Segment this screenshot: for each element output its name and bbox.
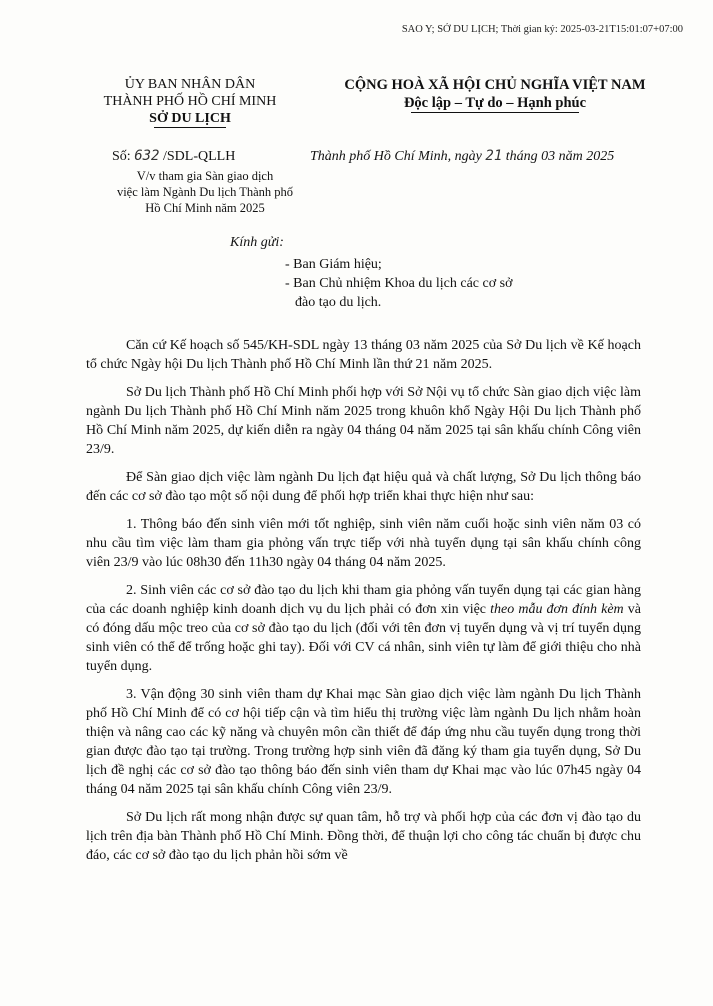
subject-line-1: V/v tham gia Sàn giao dịch <box>136 169 274 183</box>
national-motto: Độc lập – Tự do – Hạnh phúc <box>403 95 587 111</box>
issuer-department: SỞ DU LỊCH <box>149 111 231 126</box>
issuer-line-1: ỦY BAN NHÂN DÂN <box>124 77 256 92</box>
subject-line-3: Hồ Chí Minh năm 2025 <box>145 201 265 215</box>
item-2-part-b: và có đóng dấu mộc treo của cơ sở đào tạo du lịch (đối với tên đơn vị tuyển dụng và vị trí tuyển dụng sinh viên có thể để trống hoặc ghi tay). Đối với CV cá nhân, sinh viên tự làm để giới thiệu cho nhà tuyển dụng. <box>86 602 641 674</box>
digital-signature-stamp-line: SAO Y; SỞ DU LỊCH; Thời gian ký: 2025-03-21T15:01:07+07:00 <box>401 24 683 35</box>
issuer-line-2: THÀNH PHỐ HỒ CHÍ MINH <box>103 94 277 109</box>
paragraph-legal-basis: Căn cứ Kế hoạch số 545/KH-SDL ngày 13 tháng 03 năm 2025 của Sở Du lịch về Kế hoạch tổ chức Ngày hội Du lịch Thành phố Hồ Chí Minh lần thứ 21 năm 2025. <box>86 338 641 372</box>
item-2-part-a: 2. Sinh viên các cơ sở đào tạo du lịch khi tham gia phỏng vấn tuyển dụng tại các gian hàng của các doanh nghiệp kinh doanh dịch vụ du lịch phải có đơn xin việc <box>86 583 641 617</box>
document-date <box>310 148 690 165</box>
doc-number-prefix: Số: <box>112 149 131 164</box>
recipient-list <box>285 255 615 312</box>
paragraph-item-3: 3. Vận động 30 sinh viên tham dự Khai mạc Sàn giao dịch việc làm ngành Du lịch Thành phố Hồ Chí Minh để có cơ hội tiếp cận và tìm hiểu thị trường việc làm ngành Du lịch nhằm hoàn thiện và nâng cao các kỹ năng và chuyên môn cần thiết để đáp ứng nhu cầu tuyển dụng trong thời gian được đào tạo tại trường. Trong trường hợp sinh viên đã đăng ký tham gia tuyển dụng, Sở Du lịch đề nghị các cơ sở đào tạo thông báo đến sinh viên tham dự Khai mạc vào lúc 07h45 ngày 04 tháng 04 năm 2025 tại sân khấu chính Công viên 23/9. <box>86 687 641 797</box>
date-day-handwritten: 21 <box>485 148 503 164</box>
document-body <box>86 336 641 874</box>
date-prefix: Thành phố Hồ Chí Minh, ngày <box>310 149 482 164</box>
salutation: Kính gửi: <box>230 235 284 250</box>
paragraph-item-2 <box>86 581 641 676</box>
recipient-2: - Ban Chủ nhiệm Khoa du lịch các cơ sở <box>285 276 513 291</box>
paragraph-intro: Để Sàn giao dịch việc làm ngành Du lịch đạt hiệu quả và chất lượng, Sở Du lịch thông báo đến các cơ sở đào tạo một số nội dung để phối hợp triển khai thực hiện như sau: <box>86 470 641 504</box>
paragraph-item-1: 1. Thông báo đến sinh viên mới tốt nghiệp, sinh viên năm cuối hoặc sinh viên năm 03 có nhu cầu tìm việc làm tham gia phỏng vấn trực tiếp với nhà tuyển dụng tại sân khấu chính công viên 23/9 vào lúc 08h30 đến 11h30 ngày 04 tháng 04 năm 2025. <box>86 517 641 570</box>
recipient-1: - Ban Giám hiệu; <box>285 257 382 272</box>
doc-number-suffix: /SDL-QLLH <box>162 149 236 164</box>
recipient-2-continued: đào tạo du lịch. <box>295 295 382 310</box>
paragraph-event-info: Sở Du lịch Thành phố Hồ Chí Minh phối hợp với Sở Nội vụ tổ chức Sàn giao dịch việc làm ngành Du lịch Thành phố Hồ Chí Minh năm 2025 trong khuôn khổ Ngày Hội Du lịch Thành phố Hồ Chí Minh năm 2025, dự kiến diễn ra ngày 04 tháng 04 năm 2025 tại sân khấu chính Công viên 23/9. <box>86 385 641 457</box>
paragraph-closing: Sở Du lịch rất mong nhận được sự quan tâm, hỗ trợ và phối hợp của các đơn vị đào tạo du lịch trên địa bàn Thành phố Hồ Chí Minh. Đồng thời, để thuận lợi cho công tác chuẩn bị được chu đáo, các cơ sở đào tạo du lịch phản hồi sớm về <box>86 810 641 863</box>
issuer-underline <box>154 127 226 128</box>
item-2-emphasis: theo mẫu đơn đính kèm <box>490 602 624 617</box>
issuer-header <box>70 76 310 128</box>
document-subject <box>90 168 320 216</box>
motto-underline <box>411 112 579 113</box>
subject-line-2: việc làm Ngành Du lịch Thành phố <box>116 185 294 199</box>
national-title: CỘNG HOÀ XÃ HỘI CHỦ NGHĨA VIỆT NAM <box>344 77 646 93</box>
document-number <box>112 148 235 165</box>
doc-number-handwritten: 632 <box>134 148 160 164</box>
date-suffix: tháng 03 năm 2025 <box>505 149 615 164</box>
national-header <box>305 76 685 113</box>
